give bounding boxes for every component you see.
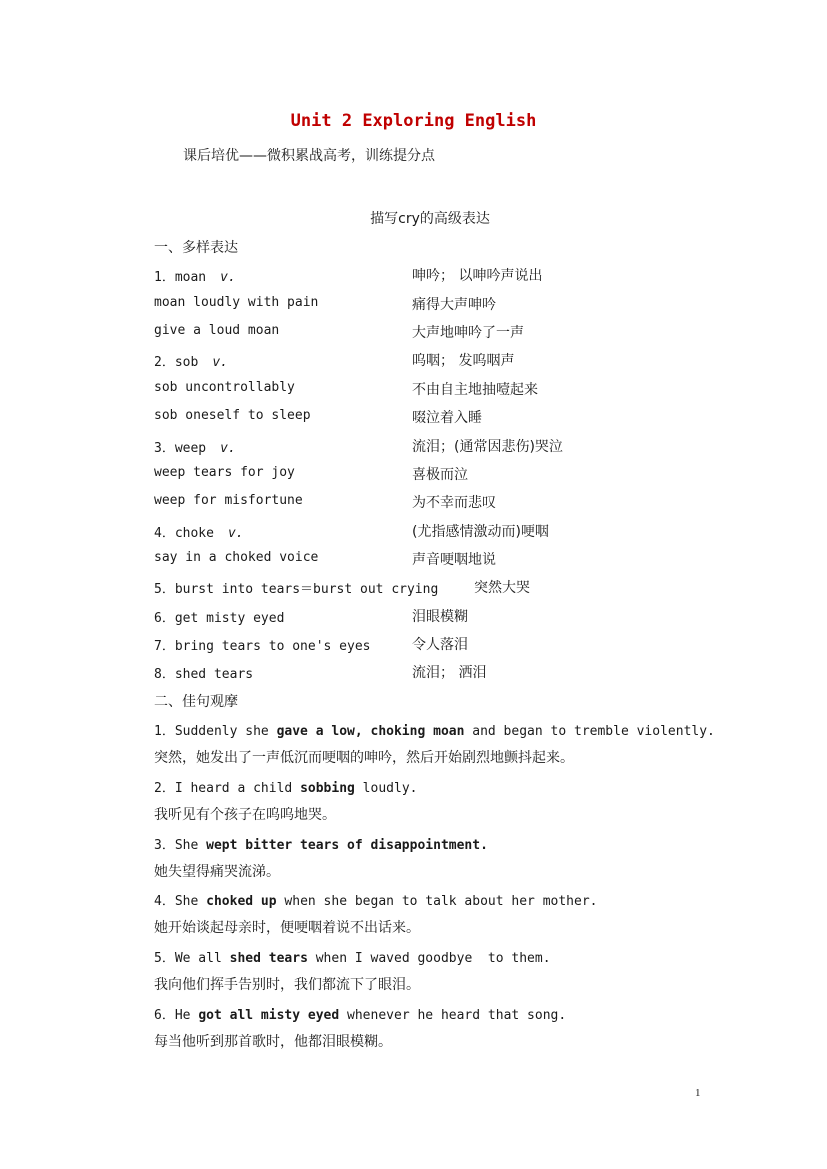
sentence-zh: 她失望得痛哭流涕。 [154, 864, 280, 880]
entry-en: 8．shed tears [154, 667, 254, 682]
entry-en: sob uncontrollably [154, 380, 295, 395]
unit-title: Unit 2 Exploring English [290, 111, 537, 131]
sentence-en: 1．Suddenly she gave a low, choking moan and began to tremble violently. [154, 724, 715, 739]
entry-en: 1．moan v. [154, 270, 236, 285]
part2-heading: 二、佳句观摩 [154, 694, 238, 710]
subtitle: 课后培优——微积累战高考，训练提分点 [183, 148, 435, 164]
sentence-zh: 我听见有个孩子在呜呜地哭。 [154, 807, 336, 823]
highlighted-phrase: choked up [206, 894, 277, 909]
entry-zh: 流泪； 洒泪 [412, 665, 487, 681]
sentence-zh: 每当他听到那首歌时，他都泪眼模糊。 [154, 1034, 392, 1050]
entry-en: 6．get misty eyed [154, 611, 285, 626]
entry-en: 5．burst into tears＝burst out crying [154, 582, 439, 597]
entry-zh: 啜泣着入睡 [412, 410, 482, 426]
entry-zh: 令人落泪 [412, 637, 468, 653]
entry-en: 7．bring tears to one's eyes [154, 639, 371, 654]
sentence-en: 3．She wept bitter tears of disappointment. [154, 838, 488, 853]
entry-zh: 不由自主地抽噎起来 [412, 382, 538, 398]
entry-zh: 喜极而泣 [412, 467, 468, 483]
section-title: 描写cry的高级表达 [370, 211, 490, 227]
highlighted-phrase: sobbing [300, 781, 355, 796]
sentence-zh: 她开始谈起母亲时，便哽咽着说不出话来。 [154, 920, 420, 936]
page-number: 1 [695, 1087, 701, 1099]
entry-en: 4．choke v. [154, 526, 244, 541]
entry-en: 3．weep v. [154, 441, 236, 456]
highlighted-phrase: gave a low, choking moan [276, 724, 465, 739]
entry-zh: 呜咽； 发呜咽声 [412, 353, 515, 369]
entry-zh: 大声地呻吟了一声 [412, 325, 524, 341]
entry-zh: (尤指感情激动而)哽咽 [412, 524, 549, 540]
sentence-en: 5．We all shed tears when I waved goodbye to them. [154, 951, 551, 966]
entry-zh: 流泪；(通常因悲伤)哭泣 [412, 439, 563, 455]
entry-zh: 呻吟； 以呻吟声说出 [412, 268, 543, 284]
sentence-en: 2．I heard a child sobbing loudly. [154, 781, 418, 796]
entry-en: sob oneself to sleep [154, 408, 311, 423]
entry-en: weep tears for joy [154, 465, 295, 480]
entry-zh: 泪眼模糊 [412, 609, 468, 625]
highlighted-phrase: shed tears [229, 951, 308, 966]
sentence-en: 6．He got all misty eyed whenever he heard that song. [154, 1008, 567, 1023]
sentence-zh: 我向他们挥手告别时，我们都流下了眼泪。 [154, 977, 420, 993]
part-of-speech: v. [227, 526, 244, 541]
highlighted-phrase: wept bitter tears of disappointment. [206, 838, 488, 853]
entry-zh: 为不幸而悲叹 [412, 495, 496, 511]
entry-en: 2．sob v. [154, 355, 228, 370]
sentence-en: 4．She choked up when she began to talk about her mother. [154, 894, 598, 909]
entry-en: give a loud moan [154, 323, 280, 338]
entry-zh: 痛得大声呻吟 [412, 297, 496, 313]
sentence-zh: 突然，她发出了一声低沉而哽咽的呻吟，然后开始剧烈地颤抖起来。 [154, 750, 574, 766]
entry-zh: 声音哽咽地说 [412, 552, 496, 568]
part1-heading: 一、多样表达 [154, 240, 238, 256]
part-of-speech: v. [212, 355, 228, 370]
part-of-speech: v. [220, 441, 236, 456]
entry-en: weep for misfortune [154, 493, 303, 508]
entry-en: moan loudly with pain [154, 295, 319, 310]
part-of-speech: v. [220, 270, 236, 285]
entry-en: say in a choked voice [154, 550, 319, 565]
entry-zh: 突然大哭 [474, 580, 530, 596]
highlighted-phrase: got all misty eyed [198, 1008, 340, 1023]
